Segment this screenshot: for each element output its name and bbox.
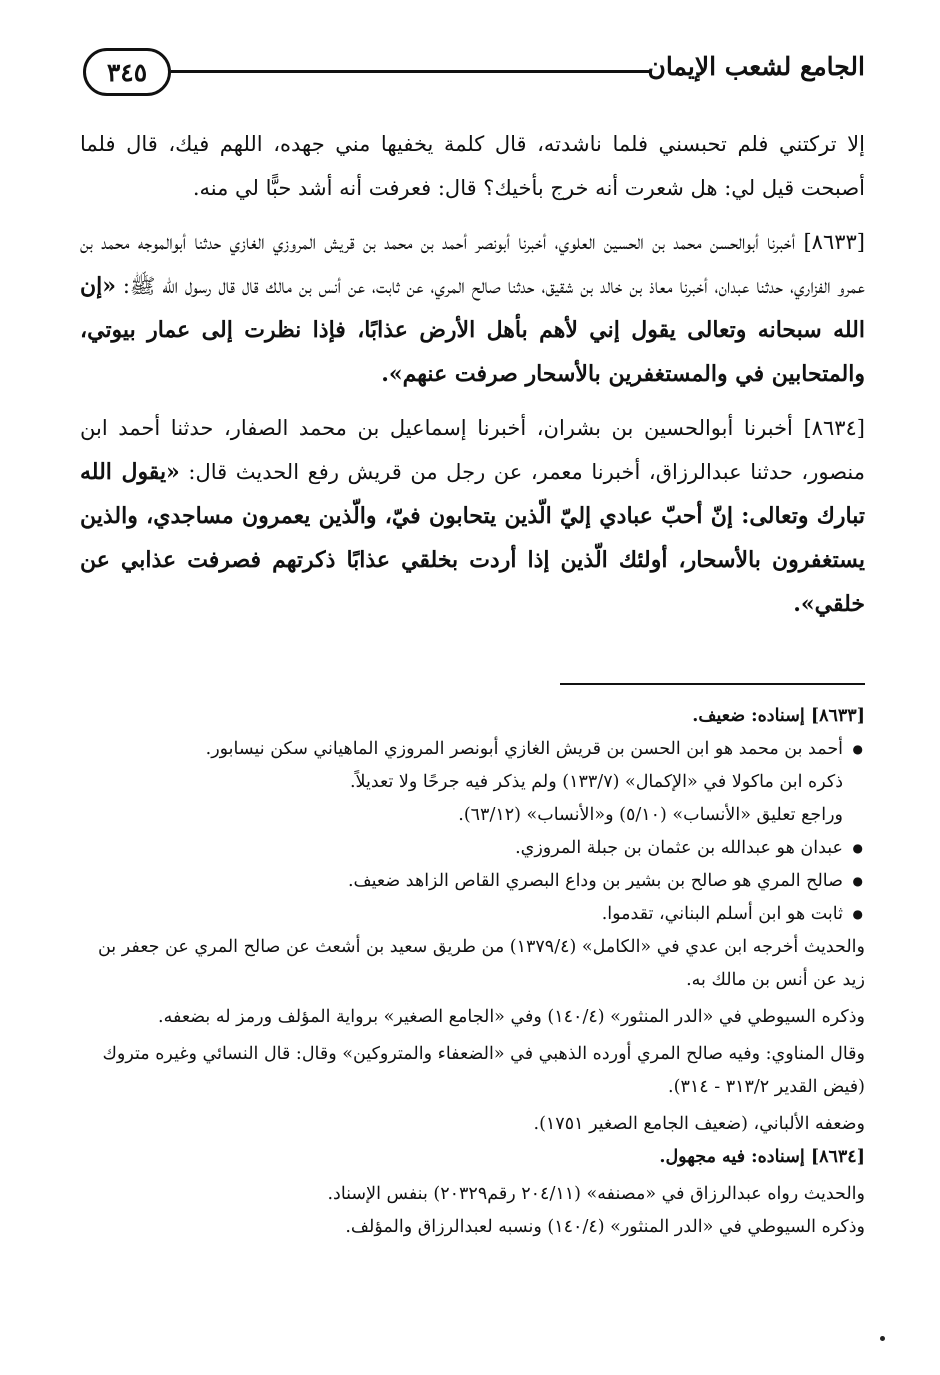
- footnote-suyuti: وذكره السيوطي في «الدر المنثور» (١٤٠/٤) وفي «الجامع الصغير» برواية المؤلف ورمز له بضعفه.: [158, 1007, 865, 1027]
- hadith-text: «إن الله سبحانه وتعالى يقول إني لأهم بأهل الأرض عذابًا، فإذا نظرت إلى عمار بيوتي، والمتحابين في والمستغفرين بالأسحار صرفت عنهم».: [80, 273, 865, 387]
- footnote-bullet: ● عبدان هو عبدالله بن عثمان بن جبلة المروزي.: [80, 832, 843, 865]
- running-title: الجامع لشعب الإيمان: [647, 52, 865, 81]
- footnote-takhrij: والحديث أخرجه ابن عدي في «الكامل» (١٣٧٩/٤) من طريق سعيد بن أشعث عن صالح المري عن جعفر بن زيد عن أنس بن مالك به.: [97, 937, 865, 990]
- footnote-8634-heading: [٨٦٣٤] إسناده: فيه مجهول.: [659, 1147, 865, 1167]
- hadith-number: [٨٦٣٣]: [803, 230, 865, 254]
- footnote-8633-heading: [٨٦٣٣] إسناده: ضعيف.: [692, 706, 865, 726]
- footnote-bullet: ● أحمد بن محمد هو ابن الحسن بن قريش الغازي أبونصر المروزي الماهياني سكن نيسابور.: [80, 733, 843, 766]
- isnad-chain: أخبرنا أبوالحسن محمد بن الحسين العلوي، أخبرنا أبونصر أحمد بن محمد بن قريش المروزي الغازي حدثنا أبوالموجه محمد بن عمرو الفزاري، حدثنا عبدان، أخبرنا معاذ بن خالد بن شقيق، حدثنا صالح المري، عن ثابت، عن أنس بن مالك قال قال رسول الله ﷺ:: [80, 230, 865, 298]
- page-header: [75, 40, 865, 110]
- footnote-bullet: ● ثابت هو ابن أسلم البناني، تقدموا.: [80, 898, 843, 931]
- hadith-number: [٨٦٣٤]: [803, 416, 865, 440]
- isnad-chain: أخبرنا أبوالحسين بن بشران، أخبرنا إسماعيل بن محمد الصفار، حدثنا أحمد ابن منصور، حدثنا عبدالرزاق، أخبرنا معمر، عن رجل من قريش رفع الحديث قال:: [80, 416, 865, 484]
- hadith-8633: [80, 220, 865, 396]
- footnote-separator: [560, 683, 865, 685]
- footnote-abdurrazzaq: والحديث رواه عبدالرزاق في «مصنفه» (٢٠٤/١١ رقم٢٠٣٢٩) بنفس الإسناد.: [327, 1184, 865, 1204]
- page-number: ٣٤٥: [83, 48, 171, 96]
- header-rule: [171, 70, 650, 73]
- hadith-text: «يقول الله تبارك وتعالى: إنّ أحبّ عبادي إليّ الّذين يتحابون فيّ، والّذين يعمرون مساجدي، والذين يستغفرون بالأسحار، أولئك الّذين إذا أردت بخلقي عذابًا ذكرتهم فصرفت عذابي عن خلقي».: [80, 459, 866, 617]
- footnote-albani: وضعفه الألباني، (ضعيف الجامع الصغير ١٧٥١).: [533, 1114, 865, 1134]
- footnotes: [80, 700, 865, 1244]
- footnote-bullet-continuation: وراجع تعليق «الأنساب» (٥/١٠) و«الأنساب» (٦٣/١٢).: [458, 805, 843, 825]
- hadith-8634: [80, 406, 865, 626]
- narrator-list: [80, 733, 865, 931]
- page-dot: [880, 1336, 885, 1341]
- footnote-munawi: وقال المناوي: وفيه صالح المري أورده الذهبي في «الضعفاء والمتروكين» وقال: قال النسائي وغيره متروك (فيض القدير ٣١٣/٢ - ٣١٤).: [102, 1044, 865, 1097]
- footnote-bullet-continuation: ذكره ابن ماكولا في «الإكمال» (١٣٣/٧) ولم يذكر فيه جرحًا ولا تعديلاً.: [349, 772, 843, 792]
- footnote-suyuti-8634: وذكره السيوطي في «الدر المنثور» (١٤٠/٤) ونسبه لعبدالرزاق والمؤلف.: [345, 1217, 865, 1237]
- paragraph-continuation: إلا تركتني فلم تحبسني فلما ناشدته، قال كلمة يخفيها مني جهده، اللهم فيك، قال فلما أصبحت قيل لي: هل شعرت أنه خرج بأخيك؟ قال: فعرفت أنه أشد حبًّا لي منه.: [80, 132, 865, 200]
- main-text: [80, 122, 865, 636]
- footnote-bullet: ● صالح المري هو صالح بن بشير بن وداع البصري القاص الزاهد ضعيف.: [80, 865, 843, 898]
